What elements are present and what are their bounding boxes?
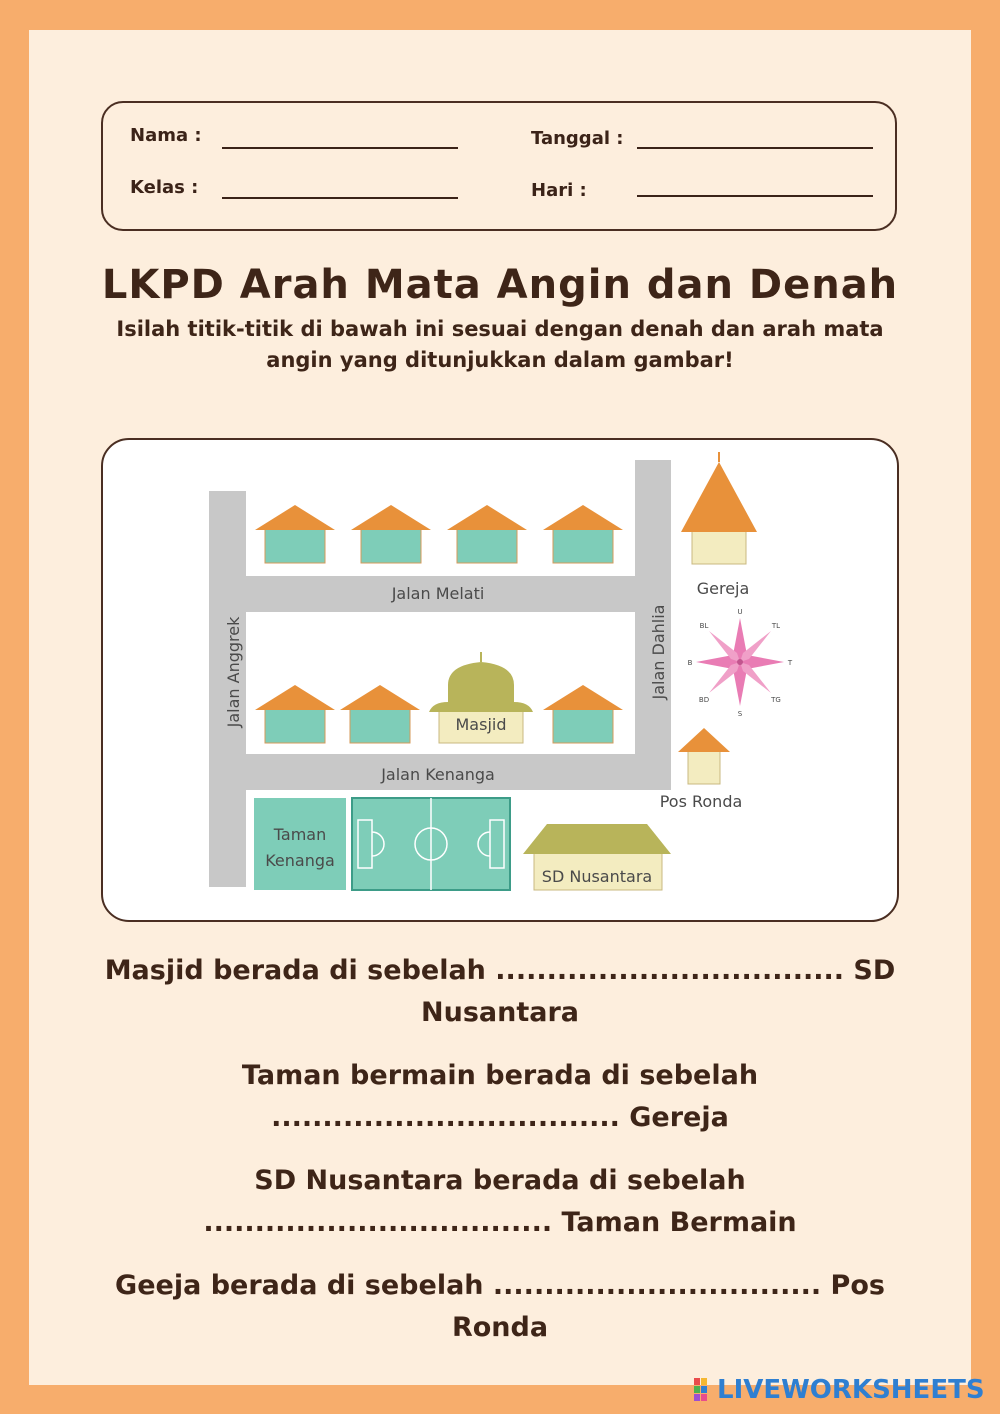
tanggal-label: Tanggal :	[531, 128, 624, 149]
hari-label: Hari :	[531, 180, 587, 201]
liveworksheets-logo	[694, 1374, 985, 1406]
liveworksheets-logo-icon	[694, 1378, 714, 1402]
nama-field[interactable]	[222, 147, 458, 149]
page-title: LKPD Arah Mata Angin dan Denah	[101, 262, 899, 308]
masjid-building	[429, 652, 533, 743]
kelas-field[interactable]	[222, 197, 458, 199]
kelas-label: Kelas :	[130, 177, 199, 198]
instruction-text: Isilah titik-titik di bawah ini sesuai dengan denah dan arah mata angin yang ditunjukkan dalam gambar!	[116, 317, 884, 372]
soccer-field	[352, 798, 510, 890]
taman-kenanga	[254, 798, 346, 890]
map-box	[101, 438, 899, 922]
question-2: Taman bermain berada di sebelah .................................. Gereja	[241, 1060, 759, 1133]
pos-ronda-building	[660, 728, 743, 811]
student-info-box	[101, 101, 897, 231]
compass-nw: BL	[699, 622, 709, 630]
pos-ronda-label: Pos Ronda	[659, 792, 743, 811]
neighborhood-map	[103, 440, 899, 922]
hari-field[interactable]	[637, 195, 873, 197]
compass-se: TG	[771, 696, 781, 704]
taman-label-2: Kenanga	[265, 851, 335, 870]
compass-sw: BD	[698, 696, 710, 704]
compass-rose	[688, 608, 793, 718]
street-anggrek-label: Jalan Anggrek	[224, 616, 243, 728]
street-melati-label: Jalan Melati	[391, 584, 485, 603]
question-1: Masjid berada di sebelah .................................. SD Nusantara	[104, 955, 896, 1028]
sd-label: SD Nusantara	[541, 867, 653, 886]
masjid-label: Masjid	[455, 715, 507, 734]
compass-n: U	[737, 608, 743, 616]
question-4: Geeja berada di sebelah ................................ Pos Ronda	[115, 1270, 885, 1343]
street-kenanga-label: Jalan Kenanga	[381, 765, 495, 784]
compass-ne: TL	[771, 622, 781, 630]
compass-s: S	[737, 710, 743, 718]
compass-w: B	[687, 659, 693, 667]
gereja-label: Gereja	[696, 579, 750, 598]
street-dahlia-label: Jalan Dahlia	[649, 604, 668, 700]
compass-e: T	[787, 659, 793, 667]
sd-nusantara-building	[523, 824, 671, 890]
liveworksheets-brand: LIVEWORKSHEETS	[717, 1375, 985, 1405]
taman-label-1: Taman	[273, 825, 327, 844]
question-3: SD Nusantara berada di sebelah .................................. Taman Bermain	[203, 1165, 797, 1238]
gereja-building	[681, 452, 757, 598]
tanggal-field[interactable]	[637, 147, 873, 149]
houses-top-row	[255, 505, 623, 563]
nama-label: Nama :	[130, 125, 202, 146]
